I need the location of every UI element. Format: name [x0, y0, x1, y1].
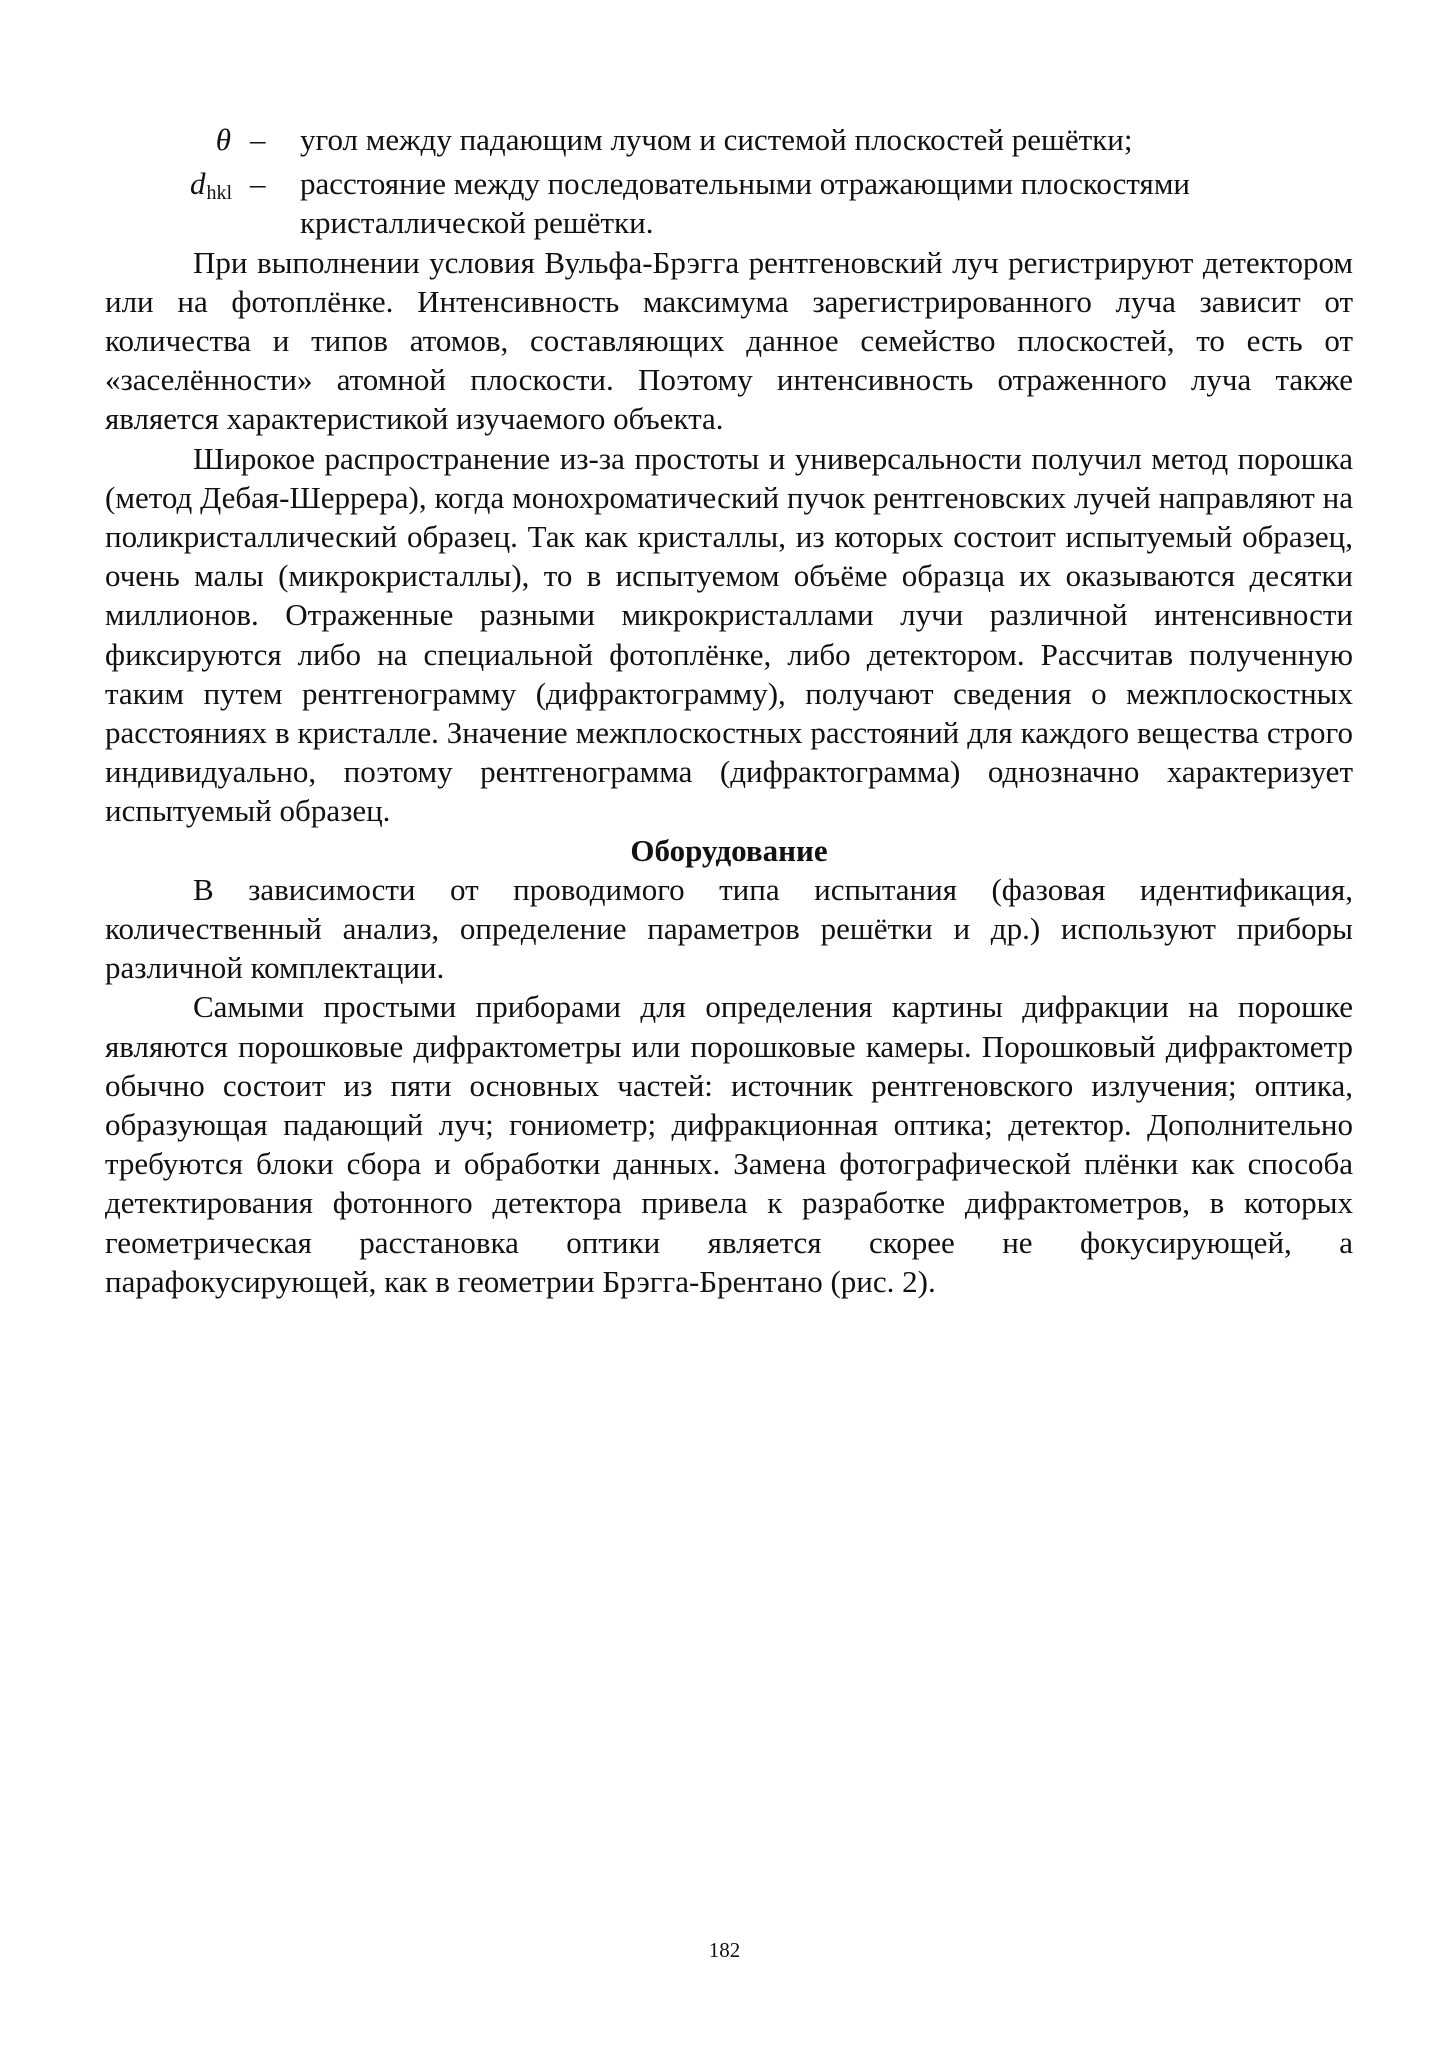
paragraph-equipment-types: В зависимости от проводимого типа испытания (фазовая идентификация, количественный анализ, определение параметров решётки и др.) используют приборы различной комплектации. — [105, 871, 1353, 986]
paragraph-wulff-bragg: При выполнении условия Вульфа-Брэгга рентгеновский луч регистрируют детектором или на фотоплёнке. Интенсивность максимума зарегистрированного луча зависит от количества и типов атомов, составляющих данное семейство плоскостей, то есть от «заселённости» атомной плоскости. Поэтому интенсивность отраженного луча также является характеристикой изучаемого объекта. — [105, 244, 1353, 437]
definition-symbol — [105, 164, 250, 208]
symbol-main: d — [189, 166, 206, 202]
definition-dhkl — [105, 164, 1353, 242]
definition-text: расстояние между последовательными отражающими плоскостями кристаллической решётки. — [300, 166, 1191, 241]
definition-theta — [105, 120, 1353, 164]
symbol-subscript: hkl — [206, 182, 232, 205]
definition-text: угол между падающим лучом и системой плоскостей решётки; — [300, 122, 1133, 157]
paragraph-powder-method: Широкое распространение из-за простоты и универсальности получил метод порошка (метод Дебая-Шеррера), когда монохроматический пучок рентгеновских лучей направляют на поликристаллический образец. Так как кристаллы, из которых состоит испытуемый образец, очень малы (микрокристаллы), то в испытуемом объёме образца их оказываются десятки миллионов. Отраженные разными микрокристаллами лучи различной интенсивности фиксируются либо на специальной фотоплёнке, либо детектором. Рассчитав полученную таким путем рентгенограмму (дифрактограмму), получают сведения о межплоскостных расстояниях в кристалле. Значение межплоскостных расстояний для каждого вещества строго индивидуально, поэтому рентгенограмма (дифрактограмма) однозначно характеризует испытуемый образец. — [105, 440, 1353, 829]
page-number: 182 — [708, 1938, 741, 1962]
paragraph-diffractometer: Самыми простыми приборами для определения картины дифракции на порошке являются порошковые дифрактометры или порошковые камеры. Порошковый дифрактометр обычно состоит из пяти основных частей: источник рентгеновского излучения; оптика, образующая падающий луч; гониометр; дифракционная оптика; детектор. Дополнительно требуются блоки сбора и обработки данных. Замена фотографической плёнки как способа детектирования фотонного детектора привела к разработке дифрактометров, в которых геометрическая расстановка оптики является скорее не фокусирующей, а парафокусирующей, как в геометрии Брэгга-Брентано (рис. 2). — [105, 989, 1353, 1299]
definition-dash: – — [250, 166, 266, 202]
definition-symbol — [105, 120, 250, 164]
definition-dash: – — [250, 122, 266, 157]
section-heading: Оборудование — [630, 832, 828, 868]
page-content — [105, 120, 1353, 1301]
symbol-main: θ — [215, 122, 231, 157]
symbol-definitions — [105, 120, 1353, 243]
